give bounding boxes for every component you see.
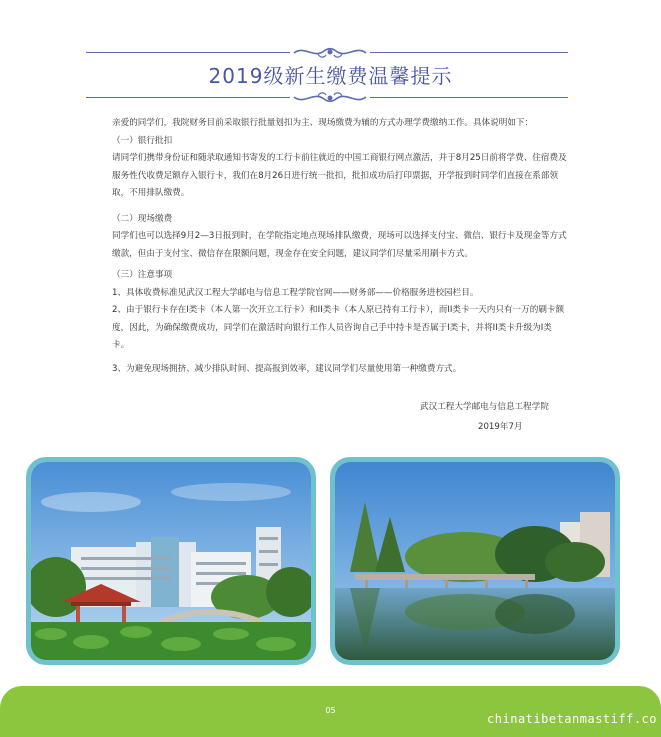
top-ornament-icon <box>290 44 370 60</box>
intro-text: 亲爱的同学们，我院财务目前采取银行批量划扣为主、现场缴费为辅的方式办理学费缴纳工作。具体说明如下： <box>112 118 534 128</box>
signature-date: 2019年7月 <box>478 422 523 432</box>
section3-heading: （三）注意事项 <box>112 270 173 280</box>
section2-heading: （二）现场缴费 <box>112 214 173 224</box>
campus-lake-photo <box>330 457 620 665</box>
section1-body: 请同学们携带身份证和随录取通知书寄发的工行卡前往就近的中国工商银行网点激活，并于8月25日前将学费、住宿费及服务性代收费足额存入银行卡，我们在8月26日进行统一批扣，批扣成功后打印票据，开学报到时同学们直接在系部领取，不用排队缴费。 <box>112 153 567 198</box>
page-title: 2019级新生缴费温馨提示 <box>208 64 453 88</box>
notice-item-3: 3、为避免现场拥挤、减少排队时间、提高报到效率，建议同学们尽量使用第一种缴费方式。 <box>112 364 462 374</box>
section1-heading: （一）银行批扣 <box>112 136 173 146</box>
bottom-ornament-icon <box>290 90 370 106</box>
notice-item-2: 2、由于银行卡存在I类卡（本人第一次开立工行卡）和II类卡（本人原已持有工行卡），而II类卡一天内只有一万的刷卡额度，因此，为确保缴费成功，同学们在激活时向银行工作人员咨询自己手中持卡是否属于I类卡，并将II类卡升级为I类卡。 <box>112 305 565 350</box>
section2-body: 同学们也可以选择9月2—3日报到时，在学院指定地点现场排队缴费，现场可以选择支付宝、微信、银行卡及现金等方式缴款，但由于支付宝、微信存在限额问题，现金存在安全问题，建议同学们尽量采用刷卡方式。 <box>112 231 567 259</box>
campus-building-photo <box>26 457 316 665</box>
watermark-text: chinatibetanmastiff.co <box>487 712 657 726</box>
notice-item-1: 1、具体收费标准见武汉工程大学邮电与信息工程学院官网——财务部——价格服务进校园栏目。 <box>112 288 479 298</box>
signature-org: 武汉工程大学邮电与信息工程学院 <box>420 402 549 412</box>
page-number: 05 <box>325 706 336 715</box>
